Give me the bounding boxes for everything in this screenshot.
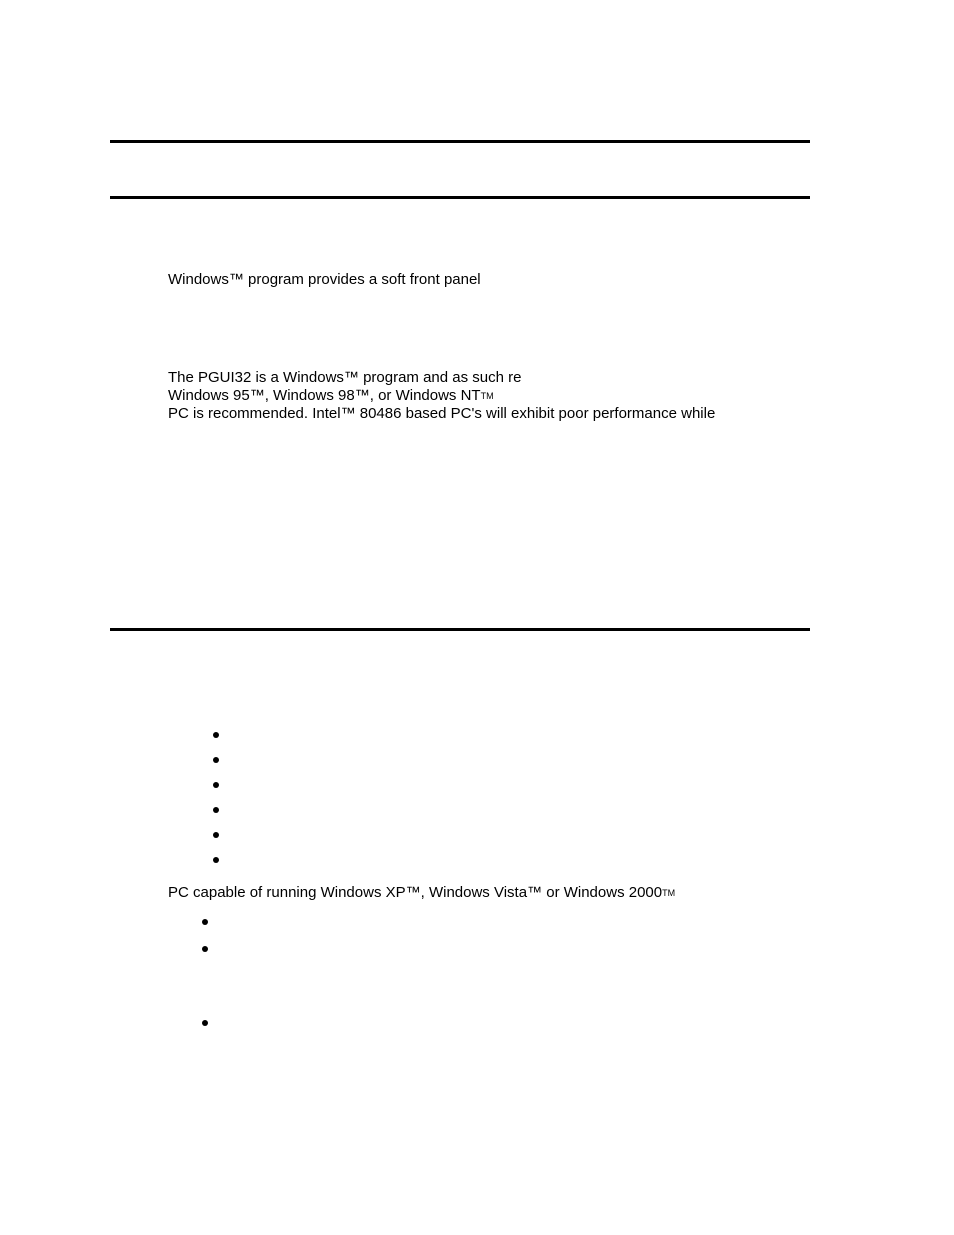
requirements-line-1: The PGUI32 is a Windows™ program and as such re — [168, 369, 522, 386]
os-requirement-text: PC capable of running Windows XP™, Windows Vista™ or Windows 2000 — [168, 884, 663, 901]
list-bullet — [213, 757, 219, 763]
requirements-line-3: PC is recommended. Intel™ 80486 based PC's will exhibit poor performance while — [168, 405, 716, 422]
section-rule — [110, 628, 810, 631]
list-bullet — [213, 807, 219, 813]
os-requirement-line — [168, 884, 675, 902]
requirements-line-2-text: Windows 95™, Windows 98™, or Windows NT — [168, 387, 481, 404]
list-bullet — [202, 1020, 208, 1026]
trademark-mark: TM — [662, 888, 676, 898]
requirements-line-2 — [168, 387, 494, 405]
intro-paragraph: Windows™ program provides a soft front panel — [168, 271, 481, 288]
list-bullet — [202, 946, 208, 952]
list-bullet — [213, 832, 219, 838]
list-bullet — [213, 782, 219, 788]
trademark-mark: TM — [480, 391, 494, 401]
header-rule-top — [110, 140, 810, 143]
list-bullet — [202, 919, 208, 925]
list-bullet — [213, 857, 219, 863]
list-bullet — [213, 732, 219, 738]
header-rule-bottom — [110, 196, 810, 199]
